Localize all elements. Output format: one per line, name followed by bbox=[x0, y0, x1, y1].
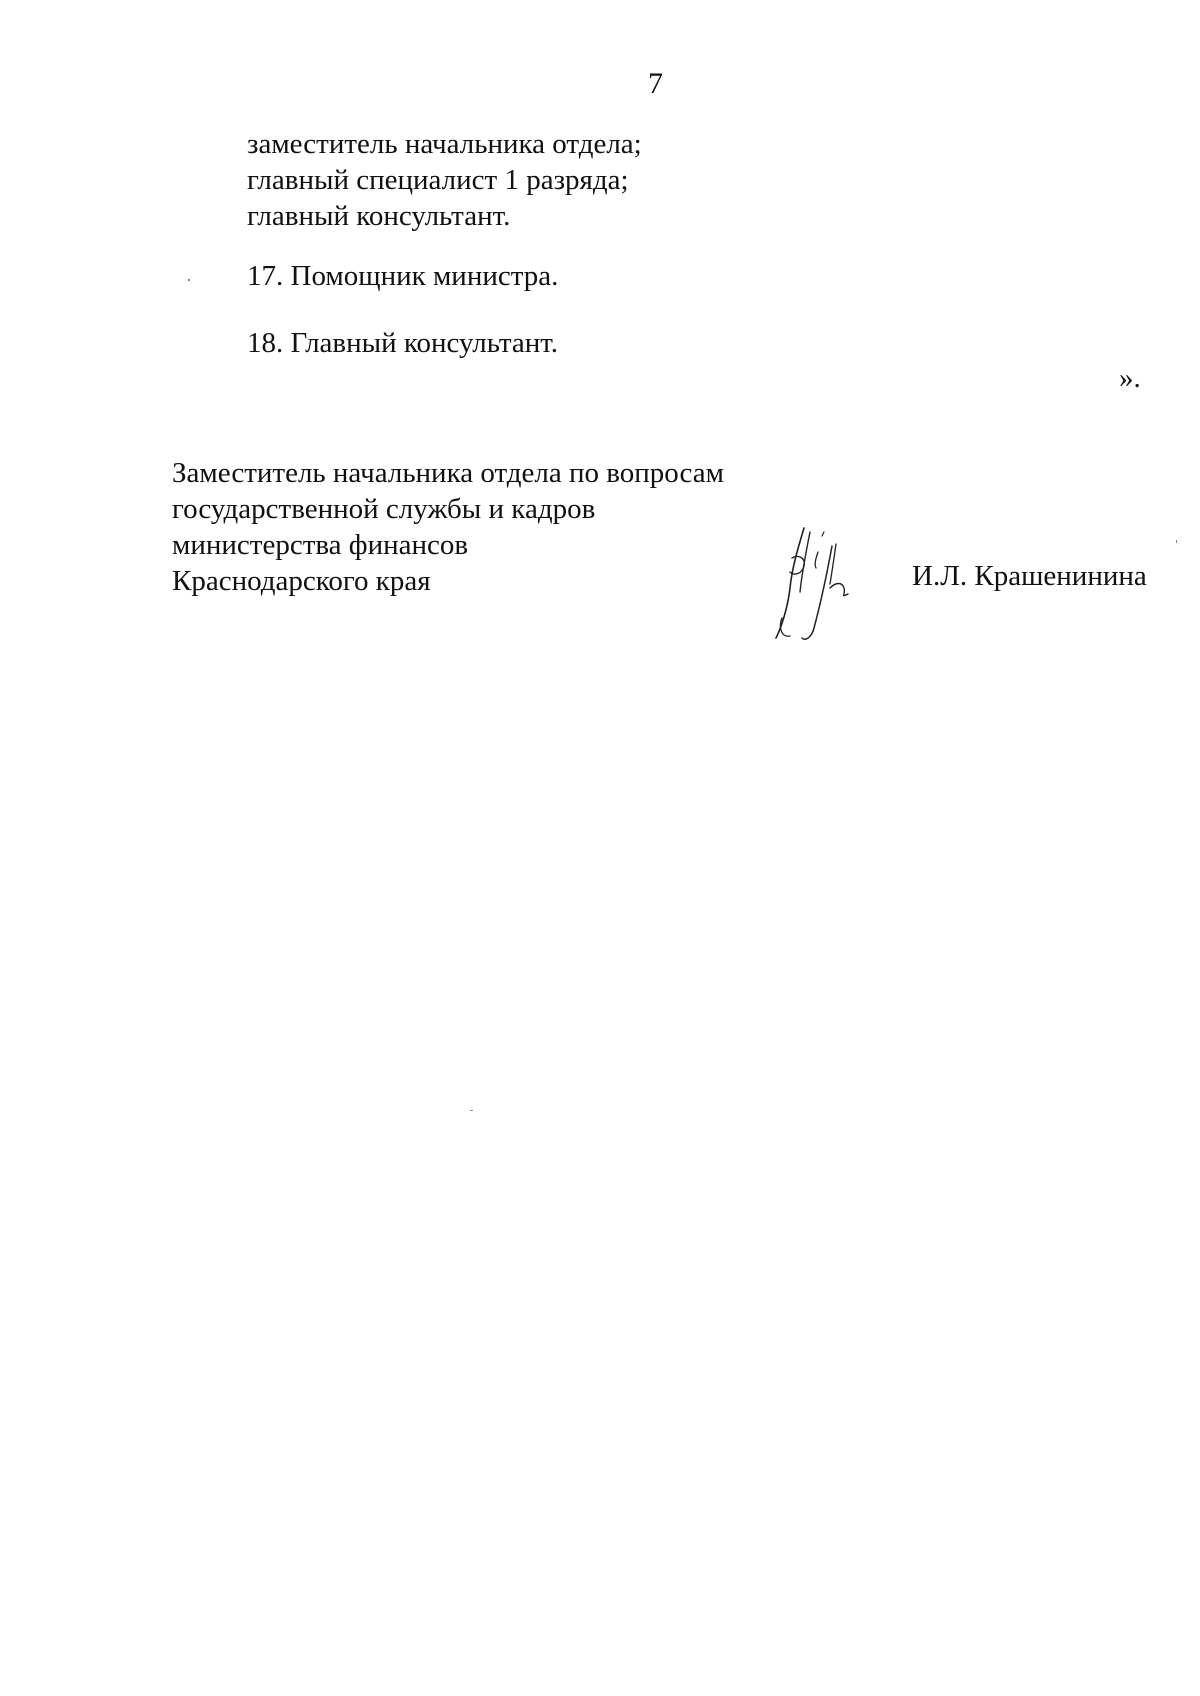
scan-speck bbox=[470, 1110, 473, 1111]
signer-name: И.Л. Крашенинина bbox=[912, 560, 1147, 592]
position-list bbox=[247, 126, 642, 234]
signer-title-line: Заместитель начальника отдела по вопросам bbox=[172, 457, 724, 489]
list-item-17: 17. Помощник министра. bbox=[247, 260, 559, 292]
signer-title-line: государственной службы и кадров bbox=[172, 493, 596, 525]
list-item-18: 18. Главный консультант. bbox=[247, 327, 558, 359]
list-line: заместитель начальника отдела; bbox=[247, 128, 642, 160]
scan-speck bbox=[188, 279, 190, 281]
handwritten-signature bbox=[762, 518, 882, 648]
signer-title-line: Краснодарского края bbox=[172, 565, 431, 597]
list-line: главный консультант. bbox=[247, 200, 511, 232]
page-number: 7 bbox=[648, 67, 663, 100]
signer-title-line: министерства финансов bbox=[172, 529, 469, 561]
closing-quote: ». bbox=[1119, 362, 1141, 394]
list-line: главный специалист 1 разряда; bbox=[247, 164, 629, 196]
signer-title bbox=[172, 455, 724, 599]
scan-speck bbox=[1176, 540, 1177, 543]
